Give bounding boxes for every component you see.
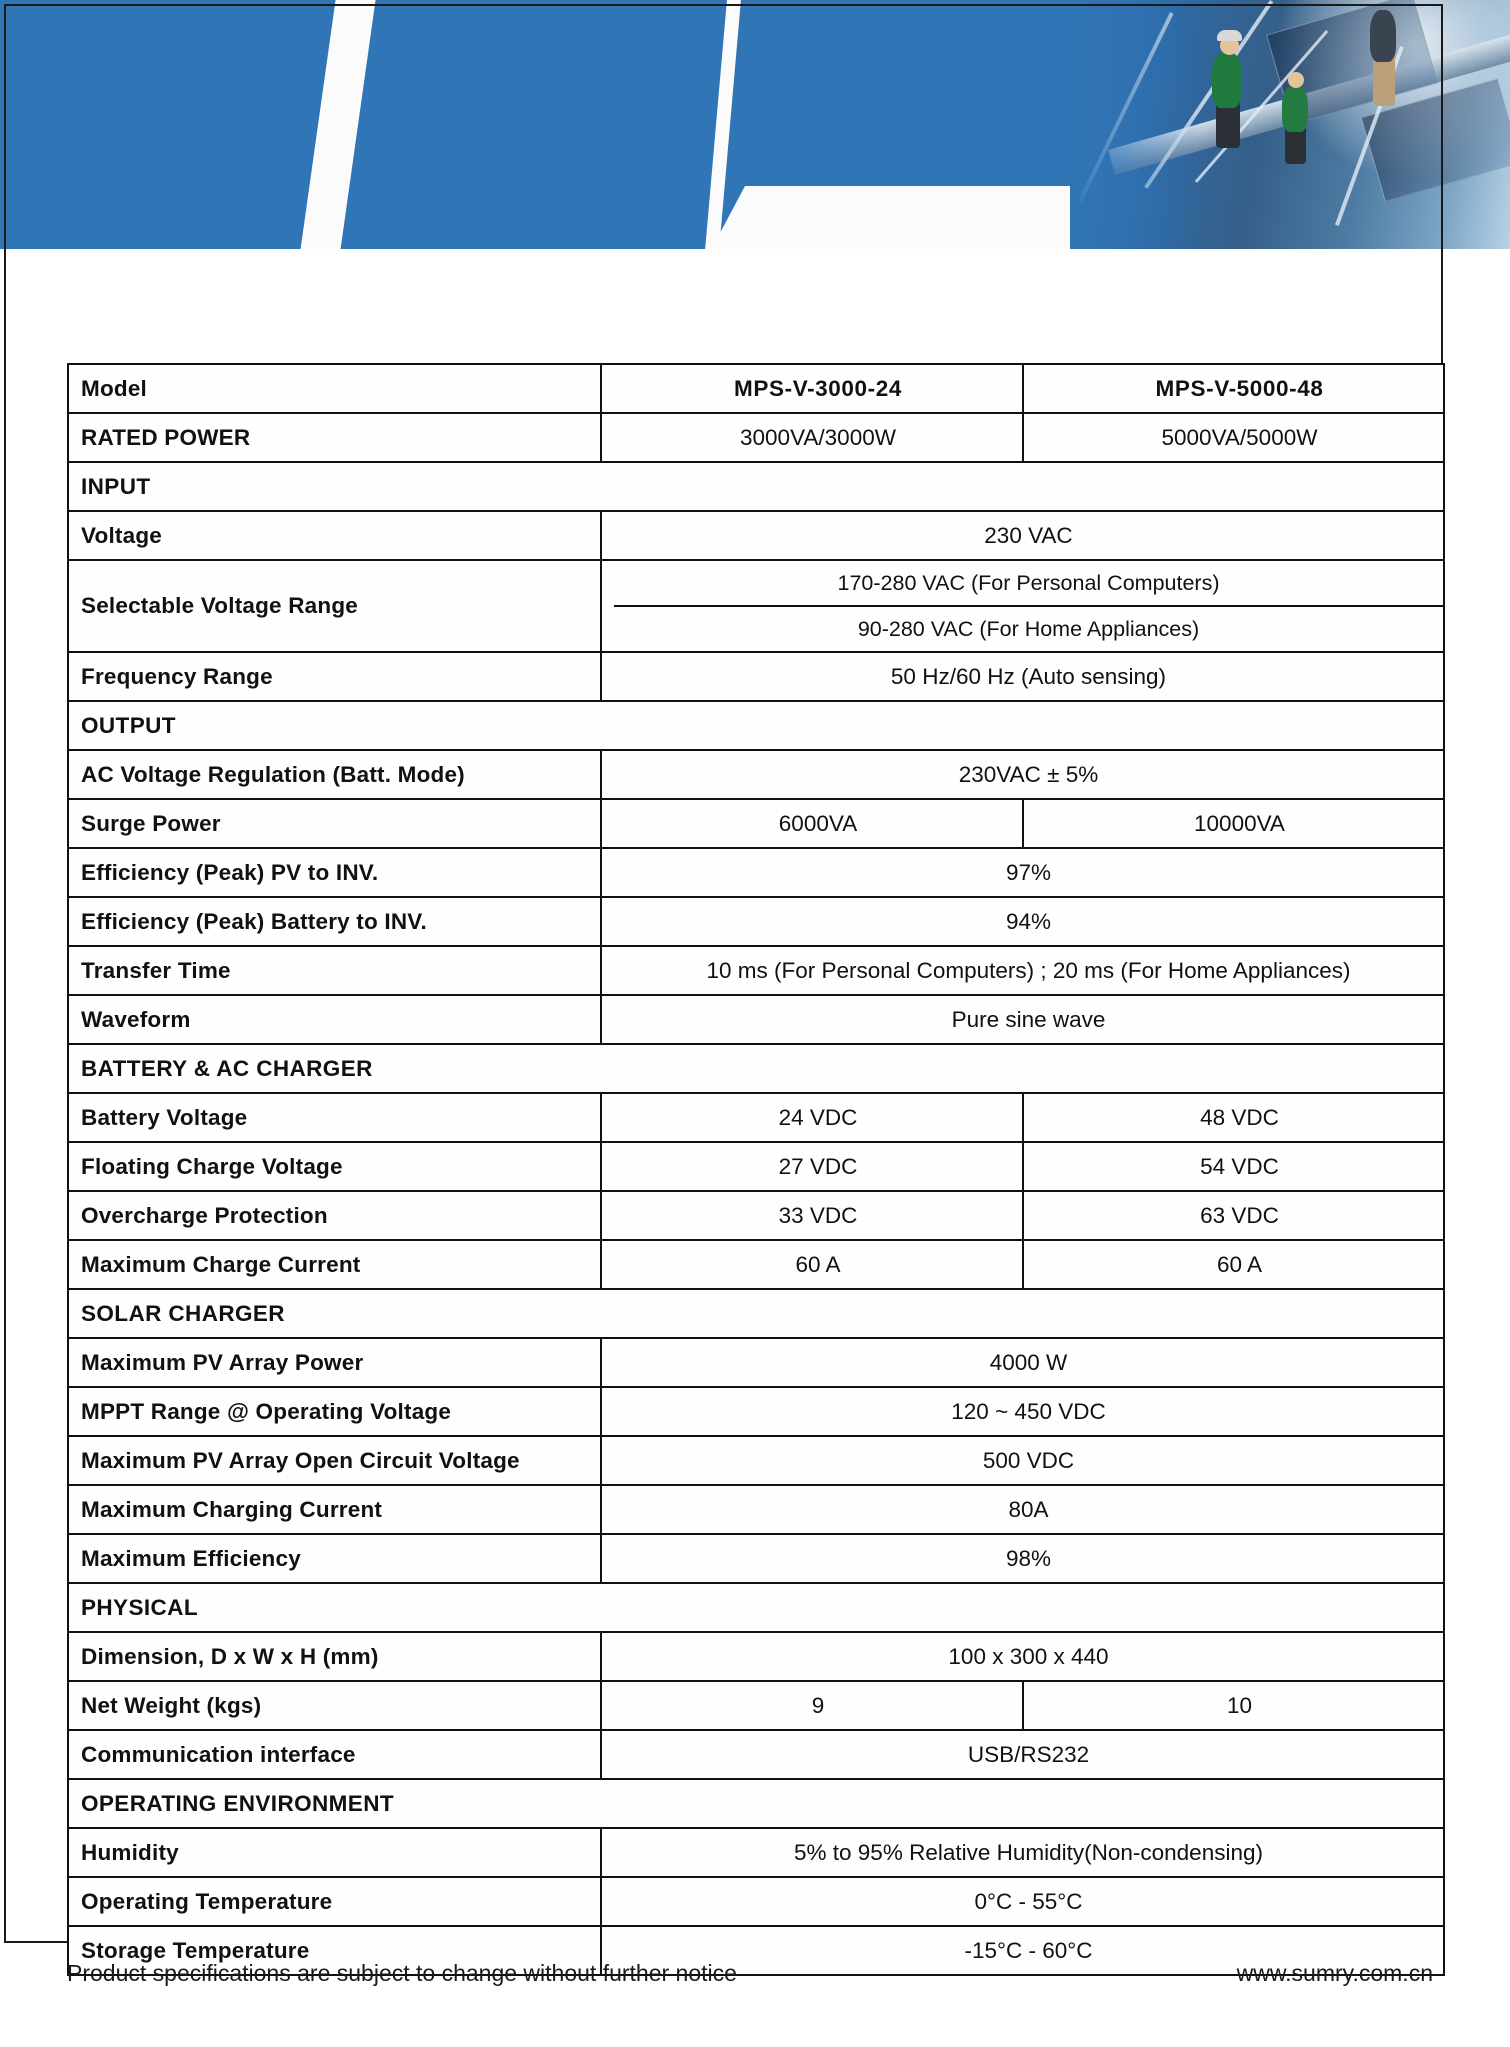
spec-value-model-5000: MPS-V-5000-48: [1023, 364, 1444, 413]
table-row: [68, 848, 1444, 897]
spec-label: Transfer Time: [68, 946, 601, 995]
table-row: [68, 1191, 1444, 1240]
spec-value-shared: -15°C - 60°C: [601, 1926, 1444, 1975]
table-row: [68, 1142, 1444, 1191]
spec-value-model-5000: 54 VDC: [1023, 1142, 1444, 1191]
table-row: [68, 1730, 1444, 1779]
table-row: [68, 1387, 1444, 1436]
spec-label: Storage Temperature: [68, 1926, 601, 1975]
spec-label: Battery Voltage: [68, 1093, 601, 1142]
spec-label: Selectable Voltage Range: [68, 560, 601, 652]
spec-value-model-3000: 6000VA: [601, 799, 1023, 848]
spec-value-shared: Pure sine wave: [601, 995, 1444, 1044]
section-title: SOLAR CHARGER: [68, 1289, 1444, 1338]
table-row: [68, 1338, 1444, 1387]
spec-label: Voltage: [68, 511, 601, 560]
spec-value-model-5000: 48 VDC: [1023, 1093, 1444, 1142]
spec-label: Overcharge Protection: [68, 1191, 601, 1240]
spec-label: MPPT Range @ Operating Voltage: [68, 1387, 601, 1436]
spec-label: Humidity: [68, 1828, 601, 1877]
spec-value-shared: 0°C - 55°C: [601, 1877, 1444, 1926]
specifications-table: [67, 363, 1445, 1976]
spec-value-option: 170-280 VAC (For Personal Computers): [614, 561, 1443, 607]
section-header-row: [68, 1779, 1444, 1828]
spec-label: Dimension, D x W x H (mm): [68, 1632, 601, 1681]
table-row: [68, 652, 1444, 701]
spec-label: Net Weight (kgs): [68, 1681, 601, 1730]
table-row: [68, 1093, 1444, 1142]
spec-value-model-5000: 5000VA/5000W: [1023, 413, 1444, 462]
table-row: [68, 1436, 1444, 1485]
spec-label: Efficiency (Peak) Battery to INV.: [68, 897, 601, 946]
spec-value-shared: 120 ~ 450 VDC: [601, 1387, 1444, 1436]
spec-label: Floating Charge Voltage: [68, 1142, 601, 1191]
table-row: [68, 750, 1444, 799]
spec-label: AC Voltage Regulation (Batt. Mode): [68, 750, 601, 799]
spec-value-shared: 10 ms (For Personal Computers) ; 20 ms (For Home Appliances): [601, 946, 1444, 995]
spec-value-model-3000: 3000VA/3000W: [601, 413, 1023, 462]
table-row: [68, 1534, 1444, 1583]
spec-label: Maximum PV Array Power: [68, 1338, 601, 1387]
spec-value-split: [601, 560, 1444, 652]
table-row: [68, 364, 1444, 413]
spec-value-model-3000: 60 A: [601, 1240, 1023, 1289]
spec-value-shared: 100 x 300 x 440: [601, 1632, 1444, 1681]
spec-value-shared: 230 VAC: [601, 511, 1444, 560]
table-row: [68, 1485, 1444, 1534]
spec-label: Surge Power: [68, 799, 601, 848]
table-row: [68, 1828, 1444, 1877]
section-header-row: [68, 462, 1444, 511]
spec-value-shared: 4000 W: [601, 1338, 1444, 1387]
spec-value-model-3000: 24 VDC: [601, 1093, 1023, 1142]
section-title: OPERATING ENVIRONMENT: [68, 1779, 1444, 1828]
section-header-row: [68, 1583, 1444, 1632]
table-row: [68, 413, 1444, 462]
spec-value-shared: 500 VDC: [601, 1436, 1444, 1485]
table-row: [68, 799, 1444, 848]
spec-label: Communication interface: [68, 1730, 601, 1779]
table-row: [68, 1877, 1444, 1926]
spec-label: Efficiency (Peak) PV to INV.: [68, 848, 601, 897]
spec-value-model-5000: 60 A: [1023, 1240, 1444, 1289]
footer-note: Product specifications are subject to change without further notice: [67, 1960, 737, 1986]
section-title: OUTPUT: [68, 701, 1444, 750]
spec-value-shared: 94%: [601, 897, 1444, 946]
table-row: [68, 1240, 1444, 1289]
spec-value-shared: 50 Hz/60 Hz (Auto sensing): [601, 652, 1444, 701]
spec-value-model-3000: 9: [601, 1681, 1023, 1730]
section-header-row: [68, 1289, 1444, 1338]
spec-value-shared: 98%: [601, 1534, 1444, 1583]
table-row: [68, 995, 1444, 1044]
spec-label: Maximum Charge Current: [68, 1240, 601, 1289]
spec-value-shared: 97%: [601, 848, 1444, 897]
spec-value-model-3000: 27 VDC: [601, 1142, 1023, 1191]
spec-value-shared: USB/RS232: [601, 1730, 1444, 1779]
spec-label: RATED POWER: [68, 413, 601, 462]
spec-value-model-5000: 63 VDC: [1023, 1191, 1444, 1240]
section-title: INPUT: [68, 462, 1444, 511]
spec-value-model-3000: MPS-V-3000-24: [601, 364, 1023, 413]
table-row: [68, 1632, 1444, 1681]
table-row: [68, 560, 1444, 652]
table-row: [68, 1681, 1444, 1730]
spec-label: Maximum Charging Current: [68, 1485, 601, 1534]
page-footer: [67, 1960, 1443, 1987]
spec-label: Frequency Range: [68, 652, 601, 701]
section-title: PHYSICAL: [68, 1583, 1444, 1632]
spec-label: Waveform: [68, 995, 601, 1044]
spec-value-option: 90-280 VAC (For Home Appliances): [857, 617, 1200, 641]
section-header-row: [68, 701, 1444, 750]
spec-value-model-5000: 10: [1023, 1681, 1444, 1730]
section-title: BATTERY & AC CHARGER: [68, 1044, 1444, 1093]
table-row: [68, 511, 1444, 560]
spec-label: Model: [68, 364, 601, 413]
spec-value-shared: 5% to 95% Relative Humidity(Non-condensing): [601, 1828, 1444, 1877]
spec-value-model-3000: 33 VDC: [601, 1191, 1023, 1240]
spec-label: Maximum PV Array Open Circuit Voltage: [68, 1436, 601, 1485]
spec-value-shared: 80A: [601, 1485, 1444, 1534]
section-header-row: [68, 1044, 1444, 1093]
footer-website: www.sumry.com.cn: [1236, 1960, 1433, 1986]
spec-label: Maximum Efficiency: [68, 1534, 601, 1583]
spec-value-shared: 230VAC ± 5%: [601, 750, 1444, 799]
spec-label: Operating Temperature: [68, 1877, 601, 1926]
table-row: [68, 897, 1444, 946]
spec-value-model-5000: 10000VA: [1023, 799, 1444, 848]
table-row: [68, 946, 1444, 995]
